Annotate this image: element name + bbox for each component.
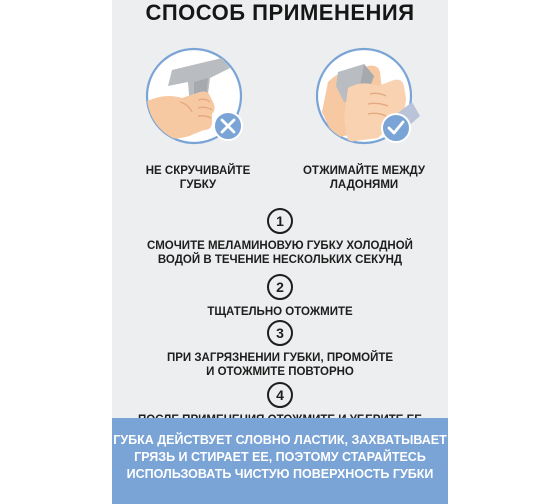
illustration-squeeze-between-palms	[308, 42, 420, 154]
step-number: 4	[267, 382, 293, 408]
note-line: ГУБКА ДЕЙСТВУЕТ СЛОВНО ЛАСТИК, ЗАХВАТЫВАЕТ	[113, 433, 447, 447]
instruction-card	[112, 0, 448, 504]
step-number: 3	[267, 320, 293, 346]
caption-squeeze	[289, 164, 439, 192]
caption-line: ЛАДОНЯМИ	[329, 179, 399, 191]
step-text	[112, 239, 448, 267]
illustration-do-not-twist	[142, 42, 254, 154]
hands-squeezing-sponge-icon	[308, 42, 420, 154]
step-2	[112, 274, 448, 319]
step-1	[112, 208, 448, 267]
caption-line: ГУБКУ	[179, 179, 217, 191]
step-line: ТЩАТЕЛЬНО ОТОЖМИТЕ	[207, 306, 353, 318]
check-icon	[382, 114, 410, 142]
info-note-banner	[112, 418, 448, 504]
step-line: СМОЧИТЕ МЕЛАМИНОВУЮ ГУБКУ ХОЛОДНОЙ	[147, 240, 413, 252]
step-number: 2	[267, 274, 293, 300]
note-line: ИСПОЛЬЗОВАТЬ ЧИСТУЮ ПОВЕРХНОСТЬ ГУБКИ	[126, 467, 434, 481]
note-line: ГРЯЗЬ И СТИРАЕТ ЕЕ, ПОЭТОМУ СТАРАЙТЕСЬ	[134, 450, 426, 464]
caption-line: НЕ СКРУЧИВАЙТЕ	[145, 165, 251, 177]
page-title: СПОСОБ ПРИМЕНЕНИЯ	[145, 0, 415, 25]
step-text	[112, 351, 448, 379]
step-text	[112, 305, 448, 319]
step-3	[112, 320, 448, 379]
step-line: ВОДОЙ В ТЕЧЕНИЕ НЕСКОЛЬКИХ СЕКУНД	[157, 254, 403, 266]
step-line: И ОТОЖМИТЕ ПОВТОРНО	[206, 366, 354, 378]
step-number: 1	[267, 208, 293, 234]
hand-twisting-sponge-icon	[142, 42, 254, 154]
step-line: ПРИ ЗАГРЯЗНЕНИИ ГУБКИ, ПРОМОЙТЕ	[166, 352, 394, 364]
caption-line: ОТЖИМАЙТЕ МЕЖДУ	[302, 165, 426, 177]
caption-do-not-twist	[123, 164, 273, 192]
